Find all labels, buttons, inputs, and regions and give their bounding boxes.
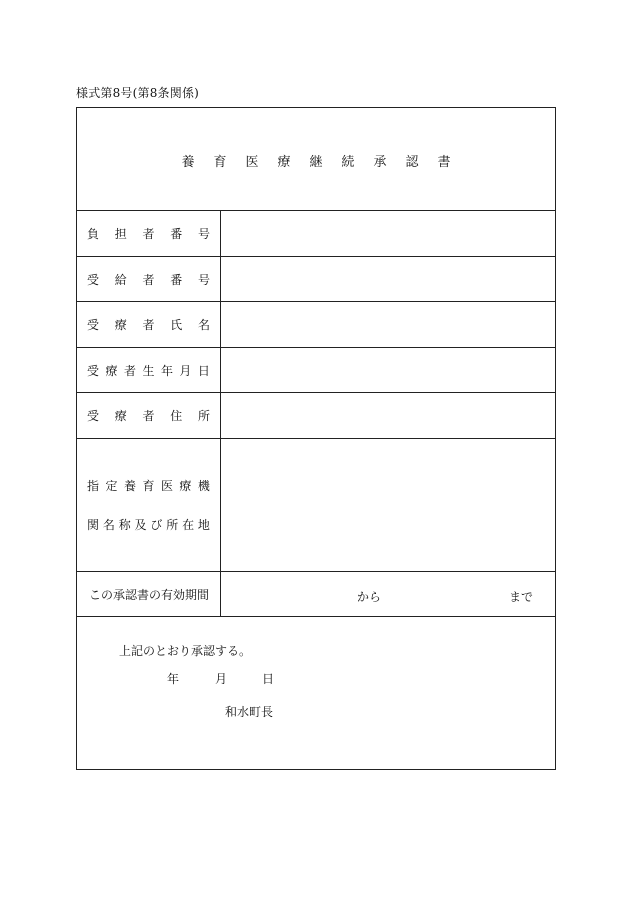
title-section (77, 108, 555, 211)
label-char: 日 (197, 363, 210, 378)
value-recipient-number[interactable] (221, 257, 555, 301)
label-institution (77, 439, 221, 571)
label-char: 療 (114, 318, 127, 332)
label-char: 号 (197, 272, 210, 287)
label-char: 医 (160, 479, 173, 493)
label-patient-address (77, 393, 221, 438)
label-char: 名 (102, 518, 115, 532)
label-char: 関 (87, 518, 100, 532)
label-char: 者 (142, 272, 155, 287)
label-char: 給 (114, 272, 127, 287)
label-patient-birthdate (77, 348, 221, 392)
row-patient-name (77, 302, 555, 348)
label-char: 受 (87, 363, 100, 378)
label-patient-name (77, 302, 221, 347)
label-char: 地 (197, 518, 210, 532)
label-char: 氏 (170, 318, 183, 332)
day-label: 日 (262, 672, 275, 686)
label-char: 療 (114, 409, 127, 423)
year-label: 年 (167, 672, 180, 686)
approval-form (76, 107, 556, 770)
label-char: 育 (142, 479, 155, 493)
row-recipient-number (77, 257, 555, 302)
label-char: 月 (179, 363, 192, 378)
validity-until-text: まで (508, 590, 533, 604)
issuer-name: 和水町長 (225, 705, 274, 719)
label-char: 称 (118, 518, 131, 532)
label-char: 受 (87, 272, 100, 287)
row-patient-address (77, 393, 555, 439)
label-char: 所 (166, 518, 179, 532)
label-payer-number (77, 211, 221, 256)
label-char: 番 (170, 227, 183, 241)
month-label: 月 (215, 672, 228, 686)
row-payer-number (77, 211, 555, 257)
validity-from-text: から (357, 590, 382, 604)
row-validity-period (77, 572, 555, 617)
value-patient-address[interactable] (221, 393, 555, 438)
label-char: 者 (142, 227, 155, 241)
label-char: 機 (197, 479, 210, 493)
label-institution-line2 (87, 516, 210, 533)
label-char: び (150, 518, 163, 532)
label-char: 受 (87, 409, 100, 423)
label-char: 負 (87, 227, 100, 241)
label-char: 受 (87, 318, 100, 332)
value-payer-number[interactable] (221, 211, 555, 256)
label-institution-line1 (87, 477, 210, 494)
label-char: 養 (123, 479, 136, 493)
label-char: 者 (123, 363, 136, 378)
form-title: 養育医療継続承認書 (181, 155, 470, 170)
value-validity-period[interactable] (221, 572, 555, 616)
label-char: 療 (179, 479, 192, 493)
label-char: 療 (105, 363, 118, 378)
label-char: 番 (170, 272, 183, 287)
label-char: 定 (105, 479, 118, 493)
label-char: 在 (182, 518, 195, 532)
label-char: 住 (170, 409, 183, 423)
value-patient-birthdate[interactable] (221, 348, 555, 392)
value-institution[interactable] (221, 439, 555, 571)
approval-statement: 上記のとおり承認する。 (119, 644, 252, 658)
form-number: 様式第8号(第8条関係) (76, 86, 200, 100)
label-char: 名 (197, 318, 210, 332)
value-patient-name[interactable] (221, 302, 555, 347)
label-char: 生 (142, 363, 155, 378)
label-char: 指 (87, 479, 100, 493)
label-char: 所 (197, 409, 210, 423)
row-patient-birthdate (77, 348, 555, 393)
label-char: 担 (114, 227, 127, 241)
label-char: 号 (197, 227, 210, 241)
approval-section (77, 617, 555, 769)
label-char: 者 (142, 409, 155, 423)
label-char: 年 (160, 363, 173, 378)
label-char: 及 (134, 518, 147, 532)
label-recipient-number (77, 257, 221, 301)
label-char: 者 (142, 318, 155, 332)
row-institution (77, 439, 555, 572)
label-validity-period: この承認書の有効期間 (77, 572, 221, 616)
